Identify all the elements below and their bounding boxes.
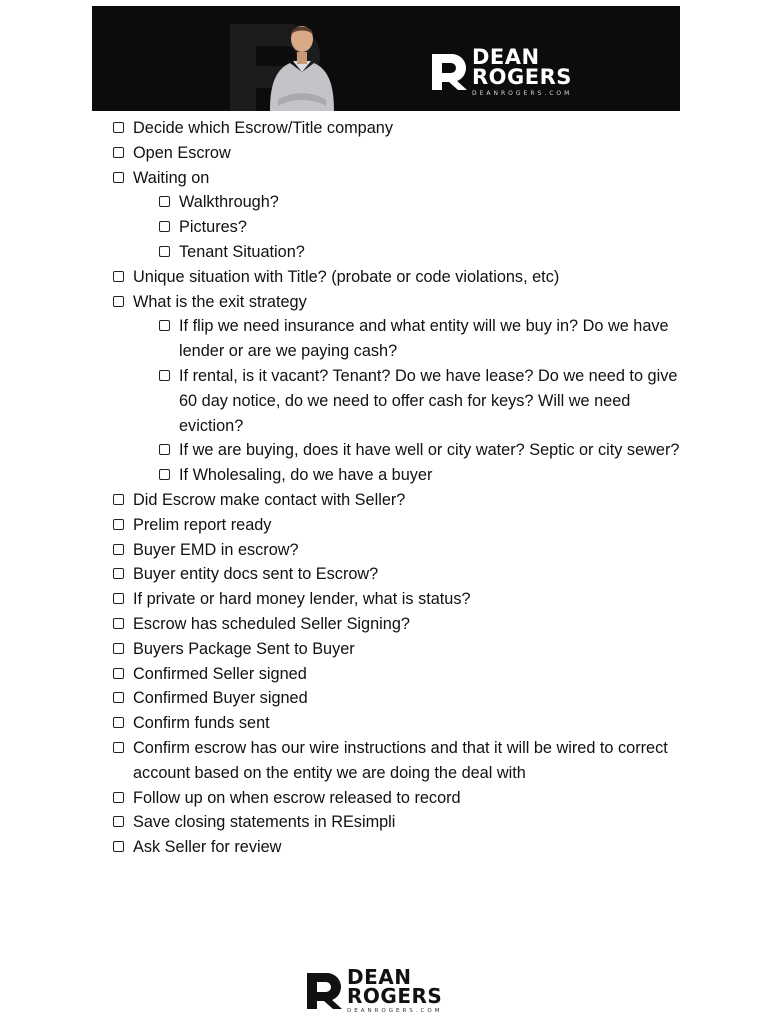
checklist-item [113,711,683,736]
checkbox[interactable] [113,519,124,530]
checklist-item-text: Tenant Situation? [179,242,305,261]
checkbox[interactable] [159,469,170,480]
checklist-item [113,587,683,612]
presenter-photo [268,14,336,111]
checkbox[interactable] [113,122,124,133]
checklist-item [113,513,683,538]
checkbox[interactable] [113,618,124,629]
checkbox[interactable] [113,792,124,803]
checklist-item [113,786,683,811]
checklist-item [113,662,683,687]
checklist-item [113,612,683,637]
checkbox[interactable] [113,692,124,703]
checklist-item-text: Prelim report ready [133,515,272,534]
checklist-item [113,141,683,166]
checkbox[interactable] [159,221,170,232]
checklist-item-text: Follow up on when escrow released to record [133,788,461,807]
checklist-item [113,290,683,315]
checklist-item-text: If we are buying, does it have well or city water? Septic or city sewer? [179,441,680,460]
checklist-item-text: Did Escrow make contact with Seller? [133,490,406,509]
checklist-item [113,810,683,835]
brand-website: DEANROGERS.COM [472,89,573,97]
checklist-subitem [113,240,683,265]
checkbox[interactable] [159,320,170,331]
checklist-item-text: If rental, is it vacant? Tenant? Do we have lease? Do we need to give 60 day notice, do we need to offer cash for keys? Will we need eviction? [179,366,678,435]
checklist-item-text: Decide which Escrow/Title company [133,119,393,137]
checklist-item [113,116,683,141]
brand-name-line2: ROGERS [472,64,572,89]
checklist-item-text: Walkthrough? [179,193,279,212]
checklist-item-text: Confirm escrow has our wire instructions and that it will be wired to correct account based on the entity we are doing the deal with [133,738,668,782]
checklist-subitem [113,190,683,215]
checkbox[interactable] [159,444,170,455]
checkbox[interactable] [113,643,124,654]
footer-brand-name-line1: DEAN [347,965,412,989]
checkbox[interactable] [113,271,124,282]
checkbox[interactable] [113,816,124,827]
checkbox[interactable] [113,593,124,604]
closing-checklist [113,116,683,860]
checklist-item-text: Buyer entity docs sent to Escrow? [133,565,379,584]
checklist-item-text: Confirmed Buyer signed [133,689,308,708]
checklist-subitem [113,463,683,488]
checkbox[interactable] [113,296,124,307]
checklist-item [113,736,683,786]
checklist-item [113,265,683,290]
checklist-item [113,538,683,563]
checklist-item-text: Escrow has scheduled Seller Signing? [133,614,410,633]
checklist-item-text: If private or hard money lender, what is status? [133,590,471,609]
checkbox[interactable] [113,147,124,158]
checklist-item-text: If Wholesaling, do we have a buyer [179,466,433,485]
header-banner [92,6,680,111]
checklist-item [113,637,683,662]
checklist-item [113,686,683,711]
checklist-item-text: What is the exit strategy [133,292,307,311]
checklist-item-text: Confirm funds sent [133,714,270,733]
checkbox[interactable] [113,742,124,753]
brand-name-line1: DEAN [472,45,540,69]
checkbox[interactable] [159,246,170,257]
checklist-item-text: Buyers Package Sent to Buyer [133,639,355,658]
checklist-item-text: Unique situation with Title? (probate or code violations, etc) [133,267,560,286]
checklist-item-text: Ask Seller for review [133,838,282,857]
footer-logo [305,965,443,1014]
checklist-item-text: Pictures? [179,218,247,237]
checklist-item-text: Confirmed Seller signed [133,664,307,683]
checkbox[interactable] [113,544,124,555]
checklist-subitem [113,215,683,240]
checkbox[interactable] [113,668,124,679]
checkbox[interactable] [113,841,124,852]
checkbox[interactable] [113,172,124,183]
checklist-item [113,166,683,191]
checkbox[interactable] [159,196,170,207]
dr-monogram-icon [430,52,468,92]
checkbox[interactable] [113,568,124,579]
checkbox[interactable] [113,494,124,505]
checklist-subitem [113,364,683,438]
checklist-subitem [113,314,683,364]
checklist-item-text: Open Escrow [133,143,231,162]
checklist-item-text: Waiting on [133,168,210,187]
checklist-subitem [113,438,683,463]
checklist-item-text: Buyer EMD in escrow? [133,540,299,559]
checklist-item-text: Save closing statements in REsimpli [133,813,396,832]
checklist-item [113,488,683,513]
checklist-item [113,835,683,860]
checkbox[interactable] [113,717,124,728]
checklist-item [113,562,683,587]
footer-brand-website: DEANROGERS.COM [347,1008,443,1014]
brand-logo [430,45,573,97]
dr-monogram-icon [305,971,343,1011]
checkbox[interactable] [159,370,170,381]
checklist-item-text: If flip we need insurance and what entity will we buy in? Do we have lender or are we paying cash? [179,317,669,361]
footer-brand-name-line2: ROGERS [347,984,443,1008]
